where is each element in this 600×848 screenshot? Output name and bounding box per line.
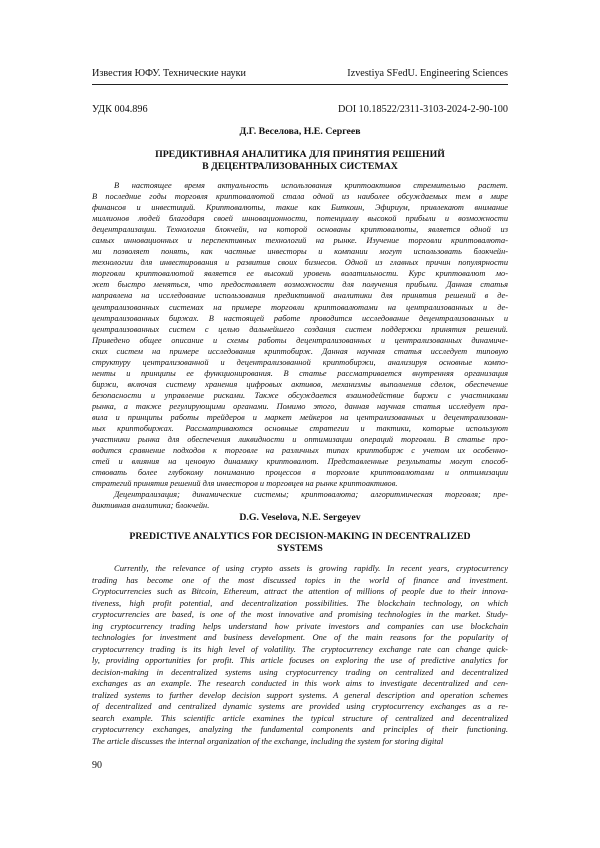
journal-name-en: Izvestiya SFedU. Engineering Sciences [347, 68, 508, 79]
abstract-line: участники рынка для обеспечения ликвидности и оптимизации операций торговли. В статье про- [92, 435, 508, 445]
abstract-line: технологии для инвестирования и развития своих бизнесов. Одной из главных причин популярности [92, 258, 508, 268]
abstract-line: централизованных биржах. В настоящей работе проводится исследование децентрализованных и [92, 313, 508, 323]
abstract-line: миллионов людей благодаря своей инновационности, потенциалу высокой прибыли и возможности [92, 214, 508, 224]
running-header [92, 68, 508, 79]
abstract-line: technologies for investment and business development. One of the main reasons for the popularity of [92, 632, 508, 642]
abstract-line: централизованных системах на примере торговли криптовалютами на централизованных и де- [92, 302, 508, 312]
abstract-line: децентрализации. Технология блокчейн, на которой основаны криптовалюты, является одной из [92, 225, 508, 235]
abstract-ru [92, 180, 508, 511]
abstract-line: Currently, the relevance of using crypto assets is growing rapidly. In recent years, cryptocurrency [114, 563, 508, 573]
abstract-line: Cryptocurrencies such as Bitcoin, Ethereum, attract the attention of millions of people due to their innova- [92, 586, 508, 596]
abstract-line: структуру централизованной и децентрализованной криптобиржи, анализируя основные компо- [92, 357, 508, 367]
abstract-line: ми позволяет понять, как частные инвесторы и компании могут использовать блокчейн- [92, 247, 508, 257]
abstract-line: The article discusses the internal organization of the exchange, including the system for storing digital [92, 735, 444, 746]
abstract-line: tralized systems to further develop decision support systems. A general description and operation schemes [92, 689, 508, 700]
keywords-line: Децентрализация; динамические системы; криптовалюта; алгоритмическая торговля; пре- [114, 490, 508, 500]
abstract-line: trading has become one of the most discussed topics in the world of finance and investment. [92, 574, 508, 585]
abstract-line: торговли криптовалютой является ее высокий уровень волатильности. Курс криптовалют мо- [92, 269, 508, 279]
abstract-line: централизованных систем с целью дальнейшего создания систем поддержки принятия решений. [92, 324, 508, 334]
abstract-line: жет быстро меняться, что предоставляет возможности для получения прибыли. Данная статья [92, 280, 508, 290]
abstract-line: стратегий принятия решений для инвесторов и торговцев на рынке криптоактивов. [92, 479, 398, 489]
title-en-line: SYSTEMS [277, 543, 323, 554]
abstract-line: биржи, включая систему хранения цифровых активов, механизмы выполнения сделок, обеспечение [92, 379, 508, 389]
title-en-line: PREDICTIVE ANALYTICS FOR DECISION-MAKING IN DECENTRALIZED [129, 531, 471, 542]
abstract-line: финансов и инвестиций. Криптовалюты, такие как Биткоин, Эфириум, привлекают внимание [92, 203, 508, 213]
abstract-line: cryptocurrency trading is its high level of volatility. The cryptocurrency exchange rate can change quick- [92, 643, 508, 654]
authors-en: D.G. Veselova, N.E. Sergeyev [239, 512, 361, 523]
authors-ru: Д.Г. Веселова, Н.Е. Сергеев [239, 126, 361, 137]
abstract-line: вила и принципы работы трейдеров и маркет мейкеров на централизованных и децентрализован- [92, 412, 508, 422]
abstract-line: В настоящее время актуальность использования криптоактивов стремительно растет. [114, 181, 508, 190]
abstract-line: ствовать более глубокому пониманию процессов в торговле криптовалютами и оптимизации [92, 468, 508, 478]
abstract-line: decision-making in decentralized systems using cryptocurrency trading on centralized and decentralized [92, 666, 508, 677]
abstract-line: рынка, а также регулирующими органами. Помимо этого, данная научная статья исследует пра- [92, 401, 508, 411]
abstract-en [92, 563, 508, 747]
abstract-line: ненты и принципы ее функционирования. В статье рассматривается внутренняя организация [92, 368, 508, 378]
abstract-line: водится сравнение подходов к торговле на различных типах криптобирж с учетом их особенно- [92, 446, 508, 456]
abstract-line: направлена на исследование использования предиктивной аналитики для принятия решений в де- [92, 291, 508, 301]
abstract-line: ing cryptocurrency trading helps understand how private investors and companies can use blockchain [92, 620, 508, 631]
abstract-line: безопасности и управление рисками. Также обсуждается взаимодействие биржи с участниками [92, 390, 508, 400]
abstract-line: search example. This scientific article examines the typical structure of centralized and decentralized [92, 712, 508, 723]
title-ru [92, 149, 508, 173]
abstract-line: Приведено общее описание и схемы работы децентрализованных и централизованных динамиче- [92, 335, 508, 345]
abstract-line: cryptocurrency exchanges, analyzing the fundamental components and principles of their functioning. [92, 724, 508, 734]
doi: DOI 10.18522/2311-3103-2024-2-90-100 [338, 104, 508, 115]
abstract-line: tiveness, high profit potential, and decentralization possibilities. The blockchain technology, on which [92, 597, 508, 608]
abstract-line: ly, providing opportunities for profit. This article focuses on exploring the use of predictive analytics for [92, 655, 508, 665]
abstract-line: ных криптобиржах. Рассматриваются основные стратегии и тактики, которые используют [92, 424, 508, 434]
page-number: 90 [92, 760, 102, 771]
abstract-line: самых инновационных и перспективных технологий на рынке. Изучение торговли криптовалюта- [92, 236, 508, 246]
header-rule [92, 84, 508, 85]
abstract-line: cryptocurrencies are based, is one of the most innovative and promising technologies in the market. Study- [92, 609, 508, 619]
title-ru-line: ПРЕДИКТИВНАЯ АНАЛИТИКА ДЛЯ ПРИНЯТИЯ РЕШЕНИЙ [155, 149, 445, 160]
abstract-line: ских систем на примере исследования криптобирж. Данная научная статья исследует типовую [92, 346, 508, 356]
udc-code: УДК 004.896 [92, 104, 148, 115]
journal-name-ru: Известия ЮФУ. Технические науки [92, 68, 247, 79]
abstract-line: exchanges as an example. The research conducted in this work aims to investigate decentralized and cen- [92, 678, 508, 688]
abstract-line: стей и влияния на ценовую динамику криптовалют. Представленные результаты могут способ- [92, 457, 508, 467]
abstract-line: В последние годы торговля криптовалютой стала одной из наиболее обсуждаемых тем в мире [92, 192, 508, 202]
title-ru-line: В ДЕЦЕНТРАЛИЗОВАННЫХ СИСТЕМАХ [202, 161, 398, 172]
article-meta [92, 104, 508, 115]
abstract-line: of decentralized and centralized dynamic systems are provided using cryptocurrency exchanges as a re- [92, 701, 508, 711]
keywords-line: диктивная аналитика; блокчейн. [92, 501, 210, 511]
title-en [92, 531, 508, 555]
